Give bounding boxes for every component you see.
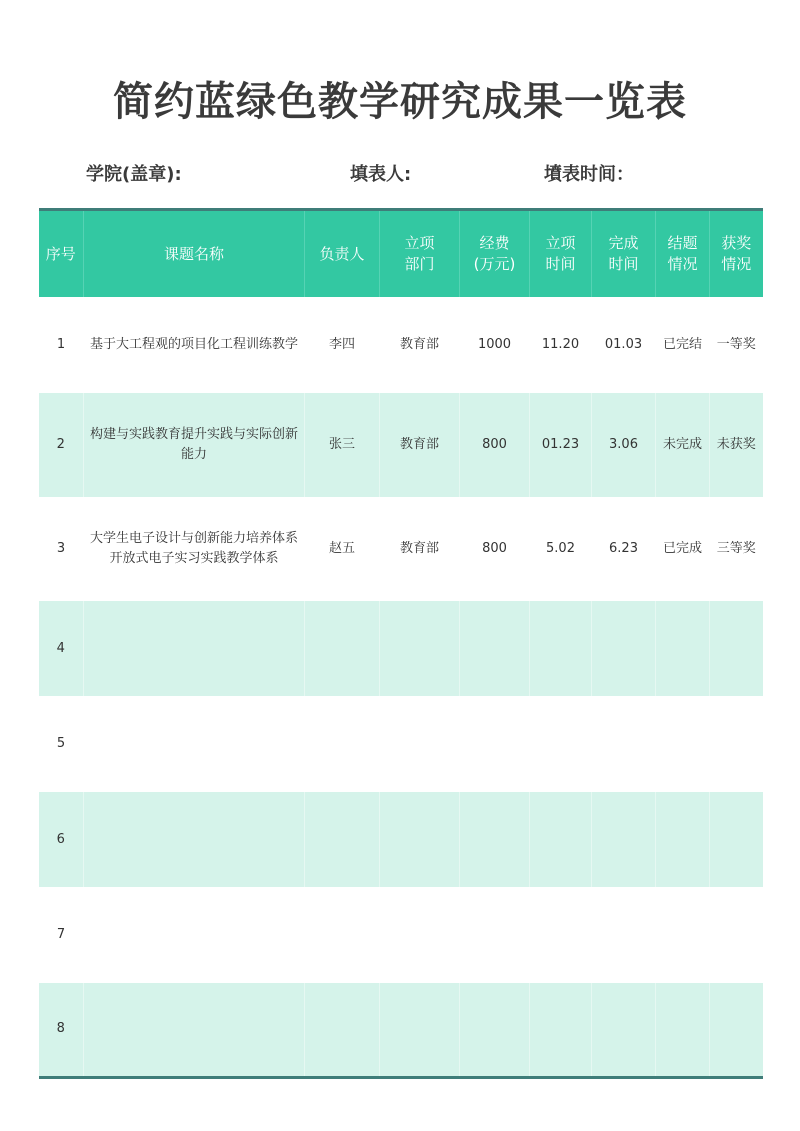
cell-dept [380,696,460,792]
cell-award [710,696,763,792]
cell-start: 5.02 [546,541,575,556]
cell-start [530,601,592,696]
cell-no: 4 [39,601,84,696]
cell-leader [305,887,380,983]
table-header-row [39,210,763,298]
cell-start [530,792,592,887]
cell-status [656,696,710,792]
cell-no: 7 [56,927,66,942]
cell-start: 01.23 [530,393,592,497]
cell-no: 2 [39,393,84,497]
cell-start [530,696,592,792]
filler-label: 填表人: [350,164,412,185]
cell-dept: 教育部 [380,393,460,497]
cell-dept [380,601,460,696]
cell-start: 11.20 [541,337,580,352]
header-start: 立项 时间 [530,210,592,298]
header-topic: 课题名称 [84,210,305,298]
header-leader: 负责人 [305,210,380,298]
header-funds: 经费 (万元) [460,210,530,298]
cell-status [656,792,710,887]
cell-dept [380,887,460,983]
cell-leader: 张三 [305,393,380,497]
cell-award [710,601,763,696]
cell-leader [305,601,380,696]
table-row [39,792,763,887]
cell-start [530,887,592,983]
cell-topic [84,887,305,983]
cell-leader: 赵五 [328,541,355,556]
cell-no: 5 [56,736,66,751]
cell-finish [592,983,656,1077]
cell-status [656,601,710,696]
table-row [39,497,763,601]
cell-award: 三等奖 [716,541,756,556]
cell-funds [460,696,530,792]
cell-dept [380,792,460,887]
cell-dept: 教育部 [399,337,439,352]
cell-funds: 800 [482,541,507,556]
table-row [39,601,763,696]
cell-no: 3 [56,541,66,556]
cell-funds: 800 [460,393,530,497]
cell-award [710,983,763,1077]
cell-funds [460,983,530,1077]
cell-no: 8 [39,983,84,1077]
results-table [38,208,763,1079]
cell-funds: 1000 [477,337,512,352]
table-row [39,887,763,983]
table-row [39,297,763,393]
cell-funds [460,887,530,983]
cell-funds [460,601,530,696]
page-title: 简约蓝绿色教学研究成果一览表 [113,79,687,125]
cell-topic: 基于大工程观的项目化工程训练教学 [89,337,298,352]
cell-finish: 3.06 [592,393,656,497]
cell-award [710,887,763,983]
college-seal-label: 学院(盖章): [86,164,182,185]
cell-start [530,983,592,1077]
cell-status: 已完成 [662,541,702,556]
cell-leader [305,792,380,887]
cell-finish [592,792,656,887]
cell-topic [84,696,305,792]
cell-finish [592,887,656,983]
cell-topic [84,792,305,887]
header-finish: 完成 时间 [592,210,656,298]
header-dept: 立项 部门 [380,210,460,298]
header-no: 序号 [39,210,84,298]
fill-time-label: 墳表时间： [544,164,634,185]
cell-status: 未完成 [656,393,710,497]
header-award: 获奖 情况 [710,210,763,298]
cell-topic [84,983,305,1077]
table-row [39,393,763,497]
cell-leader [305,696,380,792]
cell-funds [460,792,530,887]
cell-no: 1 [56,337,66,352]
cell-leader: 李四 [328,337,355,352]
cell-status [656,887,710,983]
cell-award: 一等奖 [716,337,756,352]
cell-award [710,792,763,887]
cell-finish [592,601,656,696]
cell-topic: 构建与实践教育提升实践与实际创新能力 [84,393,305,497]
cell-finish: 01.03 [604,337,643,352]
cell-no: 6 [39,792,84,887]
cell-topic: 大学生电子设计与创新能力培养体系开放式电子实习实践教学体系 [89,531,298,566]
cell-topic [84,601,305,696]
cell-dept: 教育部 [399,541,439,556]
cell-leader [305,983,380,1077]
cell-award: 未获奖 [710,393,763,497]
cell-dept [380,983,460,1077]
cell-status: 已完结 [662,337,702,352]
table-row [39,983,763,1077]
cell-status [656,983,710,1077]
header-status: 结题 情况 [656,210,710,298]
cell-finish [592,696,656,792]
cell-finish: 6.23 [609,541,638,556]
table-row [39,696,763,792]
